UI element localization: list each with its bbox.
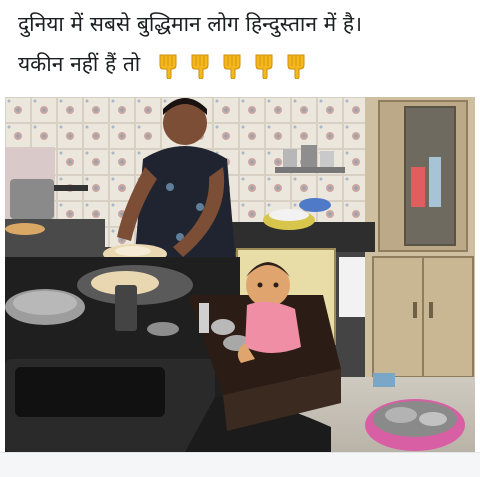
baby-dress — [245, 302, 301, 353]
pointing-down-hand-emoji — [221, 52, 243, 78]
caption-line-1: दुनिया में सबसे बुद्धिमान लोग हिन्दुस्तान में है। — [18, 12, 363, 36]
caption-line-2-text: यकीन नहीं हैं तो — [18, 52, 141, 76]
pointing-down-hand-emoji — [157, 52, 179, 78]
steel-tumbler — [115, 285, 137, 331]
emoji-row — [157, 52, 307, 78]
wall-shelf — [275, 167, 345, 173]
towel — [339, 257, 365, 317]
pointing-down-hand-emoji — [189, 52, 211, 78]
pointing-down-hand-emoji — [285, 52, 307, 78]
post-footer-strip — [0, 452, 480, 477]
caption-line-2 — [18, 44, 468, 84]
pressure-cooker — [10, 179, 54, 219]
pointing-down-hand-emoji — [253, 52, 275, 78]
kitchen-photo — [5, 97, 475, 452]
post-caption — [18, 4, 468, 84]
post-photo[interactable] — [5, 97, 475, 452]
